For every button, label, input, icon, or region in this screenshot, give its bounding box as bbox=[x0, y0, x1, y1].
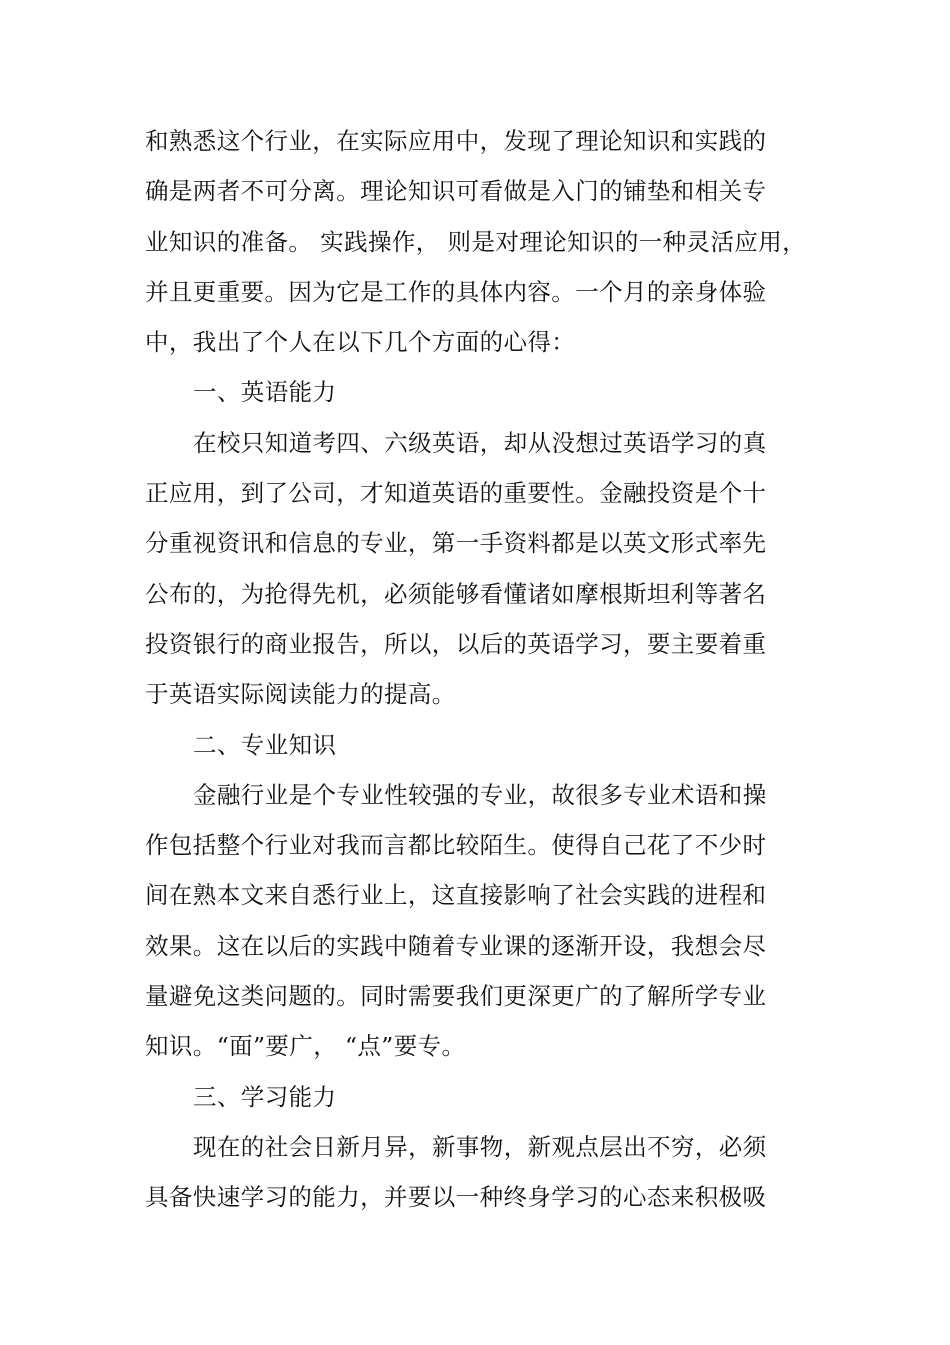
text-line: 公布的，为抢得先机，必须能够看懂诸如摩根斯坦利等著名 bbox=[145, 579, 767, 608]
text-line: 确是两者不可分离。理论知识可看做是入门的铺垫和相关专 bbox=[145, 177, 767, 206]
section-heading-professional: 二、专业知识 bbox=[193, 730, 337, 759]
text-line: 正应用，到了公司，才知道英语的重要性。金融投资是个十 bbox=[145, 479, 767, 508]
text-line: 投资银行的商业报告，所以，以后的英语学习，要主要着重 bbox=[145, 629, 767, 658]
text-line: 业知识的准备。 实践操作， 则是对理论知识的一种灵活应用， bbox=[145, 227, 807, 256]
text-line: 间在熟本文来自悉行业上，这直接影响了社会实践的进程和 bbox=[145, 881, 767, 910]
text-line: 中，我出了个人在以下几个方面的心得： bbox=[145, 328, 576, 357]
paragraph-start: 在校只知道考四、六级英语，却从没想过英语学习的真 bbox=[193, 428, 767, 457]
text-line: 并且更重要。因为它是工作的具体内容。一个月的亲身体验 bbox=[145, 277, 767, 306]
body-text bbox=[145, 116, 807, 1223]
text-line: 和熟悉这个行业，在实际应用中，发现了理论知识和实践的 bbox=[145, 127, 767, 155]
text-line: 量避免这类问题的。同时需要我们更深更广的了解所学专业 bbox=[145, 982, 767, 1011]
paragraph-start: 现在的社会日新月异，新事物，新观点层出不穷，必须 bbox=[193, 1132, 767, 1161]
text-line: 具备快速学习的能力，并要以一种终身学习的心态来积极吸 bbox=[145, 1183, 767, 1212]
text-line: 作包括整个行业对我而言都比较陌生。使得自己花了不少时 bbox=[145, 831, 767, 860]
paragraph-start: 金融行业是个专业性较强的专业，故很多专业术语和操 bbox=[193, 780, 767, 809]
text-line: 分重视资讯和信息的专业，第一手资料都是以英文形式率先 bbox=[145, 529, 767, 558]
section-heading-learning: 三、学习能力 bbox=[193, 1082, 337, 1111]
text-line: 效果。这在以后的实践中随着专业课的逐渐开设，我想会尽 bbox=[145, 931, 767, 960]
text-line: 知识。“面”要广， “点”要专。 bbox=[145, 1032, 466, 1061]
section-heading-english: 一、英语能力 bbox=[193, 378, 337, 407]
text-line: 于英语实际阅读能力的提高。 bbox=[145, 680, 456, 709]
